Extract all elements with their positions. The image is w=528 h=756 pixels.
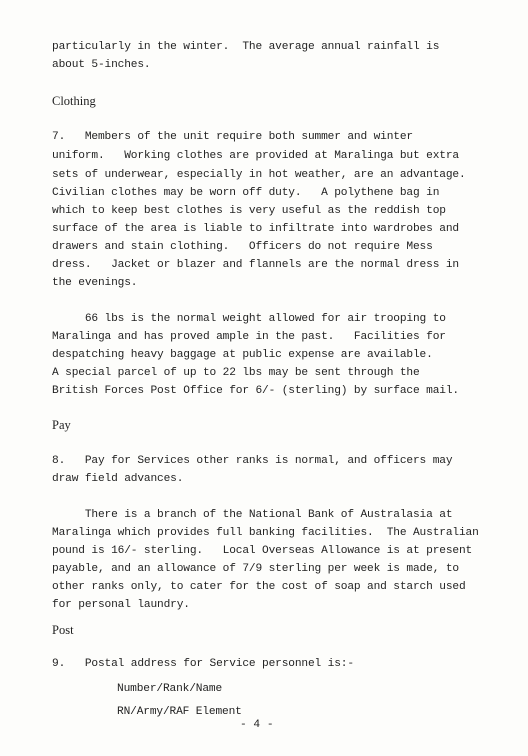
text-line: A special parcel of up to 22 lbs may be sent through the: [52, 367, 420, 379]
text-line: despatching heavy baggage at public expense are available.: [52, 349, 433, 361]
text-line: surface of the area is liable to infiltrate into wardrobes and: [52, 223, 459, 235]
text-line: 7. Members of the unit require both summer and winter: [52, 131, 413, 143]
text-line: draw field advances.: [52, 473, 184, 485]
text-line: other ranks only, to cater for the cost of soap and starch used: [52, 581, 466, 593]
text-line: about 5-inches.: [52, 59, 151, 71]
text-line: drawers and stain clothing. Officers do not require Mess: [52, 241, 433, 253]
section-heading-post: Post: [52, 623, 74, 637]
text-line: which to keep best clothes is very useful as the reddish top: [52, 205, 446, 217]
text-line: the evenings.: [52, 277, 138, 289]
text-line: 9. Postal address for Service personnel is:-: [52, 658, 354, 670]
text-line: dress. Jacket or blazer and flannels are the normal dress in: [52, 259, 459, 271]
text-line: pound is 16/- sterling. Local Overseas Allowance is at present: [52, 545, 473, 557]
text-line: particularly in the winter. The average annual rainfall is: [52, 41, 440, 53]
text-line: 8. Pay for Services other ranks is normal, and officers may: [52, 455, 453, 467]
text-line: sets of underwear, especially in hot weather, are an advantage.: [52, 169, 466, 181]
text-line: 66 lbs is the normal weight allowed for air trooping to: [52, 313, 446, 325]
text-line: uniform. Working clothes are provided at Maralinga but extra: [52, 150, 459, 162]
page-number: - 4 -: [240, 719, 274, 731]
section-heading-clothing: Clothing: [52, 94, 96, 108]
text-line: for personal laundry.: [52, 599, 190, 611]
text-line: Maralinga and has proved ample in the past. Facilities for: [52, 331, 446, 343]
address-line: Number/Rank/Name: [117, 683, 223, 695]
text-line: Civilian clothes may be worn off duty. A polythene bag in: [52, 187, 440, 199]
text-line: Maralinga which provides full banking facilities. The Australian: [52, 527, 479, 539]
text-line: British Forces Post Office for 6/- (sterling) by surface mail.: [52, 385, 459, 397]
text-line: payable, and an allowance of 7/9 sterling per week is made, to: [52, 563, 459, 575]
text-line: There is a branch of the National Bank of Australasia at: [52, 509, 453, 521]
section-heading-pay: Pay: [52, 418, 71, 432]
address-line: RN/Army/RAF Element: [117, 706, 242, 718]
